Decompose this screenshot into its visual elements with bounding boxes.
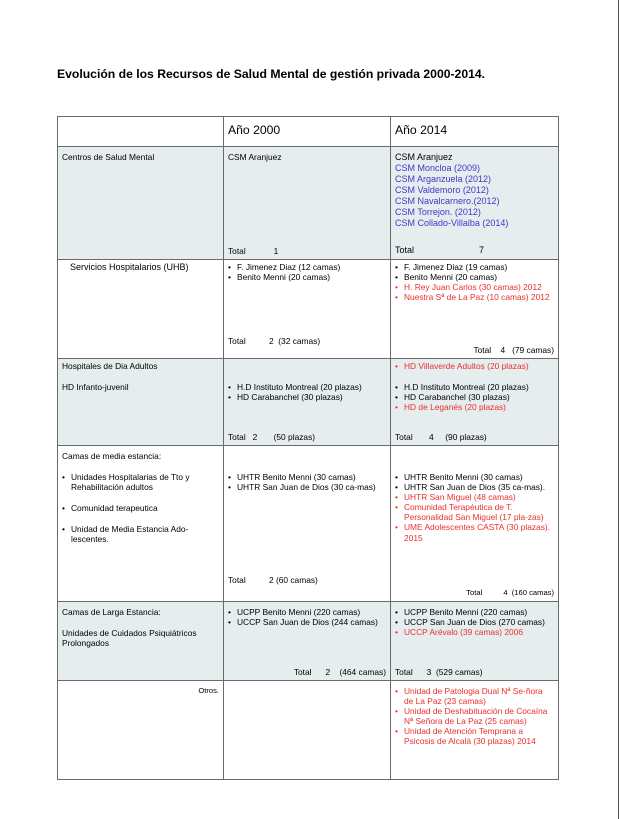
total-text: Total 2 (50 plazas) <box>228 431 316 442</box>
row-label: Otros. <box>58 681 224 780</box>
row-label: Camas de Larga Estancia: Unidades de Cuidados Psiquiátricos Prolongados <box>58 602 224 681</box>
cell-2014: • Unidad de Patologia Dual Nª Se-ñora de La Paz (23 camas) • Unidad de Deshabituación de Cocaína Nª Señora de La Paz (25 camas) • Unidad de Atención Temprana a Psicosis de Alcalá (30 plazas) 2014 <box>391 681 559 780</box>
table-row <box>58 260 559 359</box>
cell-2014: CSM Aranjuez CSM Moncloa (2009) CSM Arganzuela (2012) CSM Valdemoro (2012) CSM Navalcarnero.(2012) CSM Torrejon. (2012) CSM Collado-Villalba (2014) Total 7 <box>391 147 559 260</box>
total-text: Total 2 (60 camas) <box>228 574 318 585</box>
table-row <box>58 681 559 780</box>
total-text: Total 4 (160 camas) <box>466 587 554 597</box>
cell-2000: • F. Jimenez Diaz (12 camas) • Benito Menni (20 camas) Total 2 (32 camas) <box>224 260 391 359</box>
header-year-2014: Año 2014 <box>391 117 559 147</box>
cell-2000: CSM Aranjuez Total 1 <box>224 147 391 260</box>
cell-2000 <box>224 681 391 780</box>
table-header-row <box>58 117 559 147</box>
header-empty-cell <box>58 117 224 147</box>
total-text: Total 2 (32 camas) <box>228 335 321 346</box>
row-label: Servicios Hospitalarios (UHB) <box>58 260 224 359</box>
cell-2000: • UHTR Benito Menni (30 camas) • UHTR San Juan de Dios (30 ca-mas) Total 2 (60 camas) <box>224 446 391 602</box>
row-label: Hospitales de Dia Adultos HD Infanto-juvenil <box>58 359 224 446</box>
total-text: Total 2 (464 camas) <box>293 666 386 677</box>
cell-2014: • F. Jimenez Diaz (19 camas) • Benito Menni (20 camas) • H. Rey Juan Carlos (30 camas) 2012 • Nuestra Sª de La Paz (10 camas) 2012 Total 4 (79 camas) <box>391 260 559 359</box>
total-text: Total 4 (79 camas) <box>473 344 554 355</box>
cell-2014: • UCPP Benito Menni (220 camas) • UCCP San Juan de Dios (270 camas) • UCCP Arévalo (39 camas) 2006 Total 3 (529 camas) <box>391 602 559 681</box>
table-row <box>58 602 559 681</box>
header-year-2000: Año 2000 <box>224 117 391 147</box>
document-title: Evolución de los Recursos de Salud Mental de gestión privada 2000-2014. <box>57 67 486 81</box>
cell-2014: • HD Villaverde Adultos (20 plazas) • H.D Instituto Montreal (20 plazas) • HD Carabanchel (30 plazas) • HD de Leganés (20 plazas) Total 4 (90 plazas) <box>391 359 559 446</box>
total-text: Total 7 <box>395 245 485 255</box>
table-row <box>58 359 559 446</box>
table-row <box>58 446 559 602</box>
table-row <box>58 147 559 260</box>
cell-2014: • UHTR Benito Menni (30 camas) • UHTR San Juan de Dios (35 ca-mas). • UHTR San Miguel (48 camas) • Comunidad Terapéutica de T. Personalidad San Miguel (17 pla-zas) • UME Adolescentes CASTA (30 plazas). 2015 Total 4 (160 camas) <box>391 446 559 602</box>
row-label: Centros de Salud Mental <box>58 147 224 260</box>
cell-2000: • UCPP Benito Menni (220 camas) • UCCP San Juan de Dios (244 camas) Total 2 (464 camas) <box>224 602 391 681</box>
total-text: Total 4 (90 plazas) <box>395 431 487 442</box>
cell-2000: • H.D Instituto Montreal (20 plazas) • HD Carabanchel (30 plazas) Total 2 (50 plazas) <box>224 359 391 446</box>
total-text: Total 3 (529 camas) <box>395 666 483 677</box>
resources-table <box>57 116 559 780</box>
total-text: Total 1 <box>228 245 279 256</box>
row-label: Camas de media estancia: • Unidades Hospitalarias de Tto y Rehabilitación adultos • Comunidad terapeutica • Unidad de Media Estancia Ado-lescentes. <box>58 446 224 602</box>
